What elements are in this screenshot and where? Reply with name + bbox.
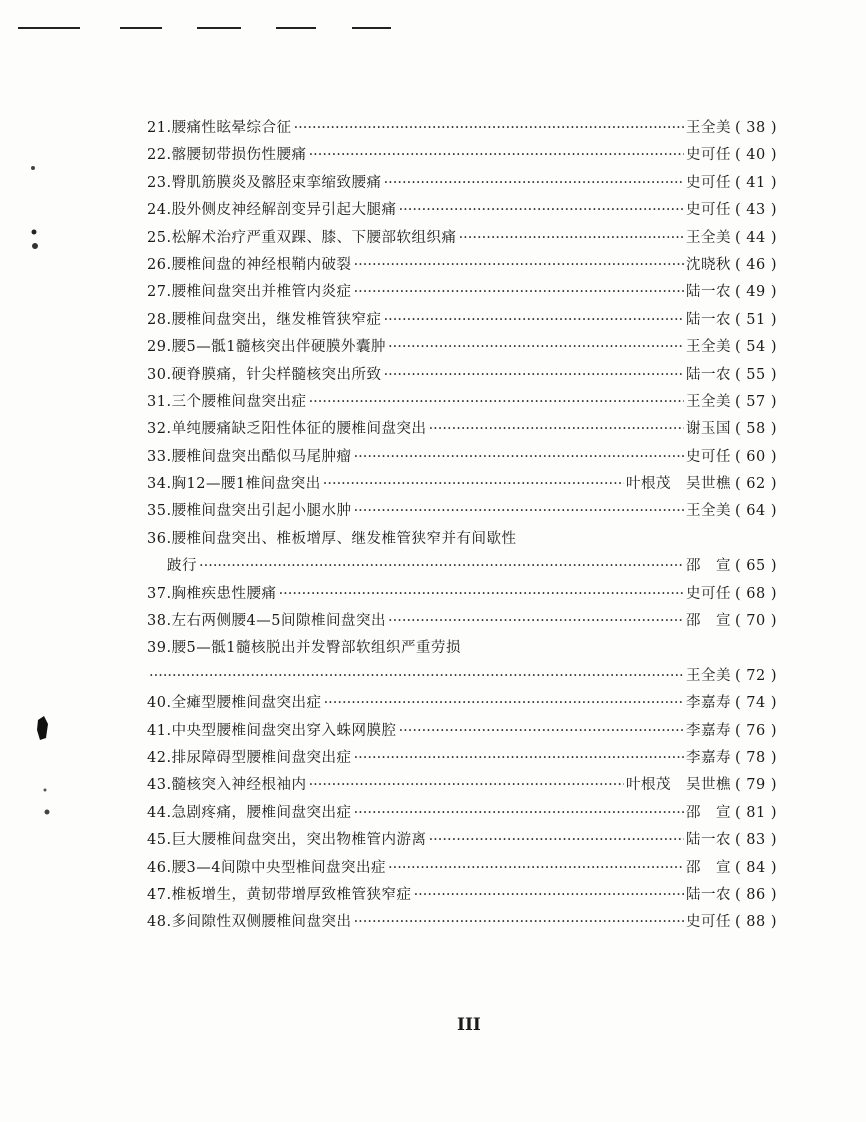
toc-entry[interactable]: [147, 171, 777, 198]
entry-number: 27.: [147, 284, 172, 301]
entry-title-line1: 腰椎间盘突出、椎板增厚、继发椎管狭窄并有间歇性: [171, 530, 517, 547]
header-rule-4: [276, 27, 316, 29]
entry-page: ( 83 ): [735, 832, 777, 849]
entry-title: 排尿障碍型腰椎间盘突出症: [171, 749, 352, 766]
toc-entry[interactable]: [147, 582, 777, 609]
table-of-contents: [147, 116, 777, 938]
entry-number: 48.: [147, 914, 172, 931]
entry-page: ( 51 ): [735, 311, 777, 328]
entry-title: 腰5—骶1髓核突出伴硬膜外囊肿: [171, 339, 387, 356]
entry-page: ( 55 ): [735, 366, 777, 383]
entry-page: ( 76 ): [735, 722, 777, 739]
entry-title: 腰椎间盘突出酷似马尾肿瘤: [171, 448, 352, 465]
entry-number: 22.: [147, 147, 172, 164]
entry-title: 胸12—腰1椎间盘突出: [171, 476, 321, 493]
dot-leader: [354, 284, 684, 300]
entry-number: 37.: [147, 585, 172, 602]
entry-number: 41.: [147, 722, 172, 739]
entry-number: 45.: [147, 832, 172, 849]
toc-entry-continuation[interactable]: [147, 664, 777, 691]
entry-title: 全瘫型腰椎间盘突出症: [171, 695, 322, 712]
toc-entry-continuation[interactable]: [147, 554, 777, 581]
toc-entry[interactable]: [147, 280, 777, 307]
dot-leader: [429, 832, 684, 848]
entry-author: 史可任: [686, 914, 732, 931]
entry-number: 30.: [147, 366, 172, 383]
entry-number: 21.: [147, 120, 172, 136]
toc-entry-multiline[interactable]: [147, 636, 777, 663]
entry-author: 陆一农: [686, 311, 732, 328]
toc-entry[interactable]: [147, 828, 777, 855]
entry-title: 股外侧皮神经解剖变异引起大腿痛: [171, 202, 397, 219]
entry-number: 32.: [147, 421, 172, 438]
entry-page: ( 78 ): [735, 749, 777, 766]
header-rule-1: [18, 27, 80, 29]
entry-page: ( 65 ): [735, 558, 777, 575]
entry-author: 邵 宣: [686, 859, 732, 876]
entry-title: 椎板增生，黄韧带增厚致椎管狭窄症: [171, 886, 412, 903]
entry-title: 腰3—4间隙中央型椎间盘突出症: [171, 859, 387, 876]
dot-leader: [384, 175, 684, 191]
entry-page: ( 40 ): [735, 147, 777, 164]
entry-author: 史可任: [686, 585, 732, 602]
dot-leader: [294, 120, 684, 136]
dot-leader: [199, 558, 684, 574]
entry-number: 25.: [147, 229, 172, 246]
entry-title: 中央型腰椎间盘突出穿入蛛网膜腔: [171, 722, 397, 739]
dot-leader: [309, 147, 684, 163]
dot-leader: [354, 914, 684, 930]
entry-page: ( 43 ): [735, 202, 777, 219]
toc-entry[interactable]: [147, 308, 777, 335]
entry-number: 23.: [147, 174, 172, 191]
entry-author: 陆一农: [686, 832, 732, 849]
entry-page: ( 81 ): [735, 804, 777, 821]
dot-leader: [354, 805, 684, 821]
dot-leader: [384, 312, 684, 328]
entry-number: 38.: [147, 613, 172, 630]
entry-number: 39.: [147, 640, 172, 657]
entry-author: 王全美: [686, 667, 732, 684]
entry-title: 多间隙性双侧腰椎间盘突出: [171, 914, 352, 931]
toc-entry[interactable]: [147, 910, 777, 937]
entry-page: ( 58 ): [735, 421, 777, 438]
entry-author: 史可任: [686, 202, 732, 219]
dot-leader: [399, 723, 684, 739]
toc-entry-multiline[interactable]: [147, 527, 777, 554]
dot-leader: [429, 421, 684, 437]
toc-entry[interactable]: [147, 856, 777, 883]
entry-author: 王全美: [686, 339, 732, 356]
entry-page: ( 84 ): [735, 859, 777, 876]
entry-author: 陆一农: [686, 284, 732, 301]
entry-number: 47.: [147, 886, 172, 903]
entry-author: 邵 宣: [686, 613, 732, 630]
toc-entry[interactable]: [147, 335, 777, 362]
entry-author: 陆一农: [686, 886, 732, 903]
entry-page: ( 49 ): [735, 284, 777, 301]
entry-page: ( 79 ): [735, 777, 777, 794]
entry-page: ( 57 ): [735, 393, 777, 410]
toc-entry[interactable]: [147, 198, 777, 225]
toc-entry[interactable]: [147, 801, 777, 828]
dot-leader: [388, 613, 684, 629]
header-rule-3: [197, 27, 241, 29]
entry-number: 43.: [147, 777, 172, 794]
entry-page: ( 70 ): [735, 613, 777, 630]
entry-title: 髂腰韧带损伤性腰痛: [171, 147, 307, 164]
entry-title: 急剧疼痛，腰椎间盘突出症: [171, 804, 352, 821]
toc-entry[interactable]: [147, 226, 777, 253]
entry-author: 王全美: [686, 393, 732, 410]
entry-author: 叶根茂 吴世樵: [626, 476, 732, 493]
toc-entry[interactable]: [147, 253, 777, 280]
entry-author: 沈晓秋: [686, 256, 732, 273]
toc-entry[interactable]: [147, 390, 777, 417]
entry-author: 李嘉寿: [686, 695, 732, 712]
header-rule-2: [120, 27, 162, 29]
entry-title: 巨大腰椎间盘突出，突出物椎管内游离: [171, 832, 427, 849]
toc-entry[interactable]: [147, 691, 777, 718]
toc-entry[interactable]: [147, 417, 777, 444]
toc-entry[interactable]: [147, 883, 777, 910]
entry-number: 35.: [147, 503, 172, 520]
entry-number: 33.: [147, 448, 172, 465]
entry-page: ( 60 ): [735, 448, 777, 465]
dot-leader: [279, 586, 684, 602]
entry-page: ( 44 ): [735, 229, 777, 246]
entry-number: 24.: [147, 202, 172, 219]
entry-author: 邵 宣: [686, 558, 732, 575]
dot-leader: [309, 394, 684, 410]
entry-number: 40.: [147, 695, 172, 712]
entry-title: 单纯腰痛缺乏阳性体征的腰椎间盘突出: [171, 421, 427, 438]
entry-page: ( 64 ): [735, 503, 777, 520]
entry-title: 臀肌筋膜炎及髂胫束挛缩致腰痛: [171, 174, 382, 191]
entry-page: ( 41 ): [735, 174, 777, 191]
toc-entry[interactable]: [147, 445, 777, 472]
entry-page: ( 54 ): [735, 339, 777, 356]
toc-entry[interactable]: [147, 363, 777, 390]
entry-number: 44.: [147, 804, 172, 821]
entry-title: 腰椎间盘的神经根鞘内破裂: [171, 256, 352, 273]
entry-number: 31.: [147, 393, 172, 410]
dot-leader: [354, 503, 684, 519]
entry-title: 腰椎间盘突出引起小腿水肿: [171, 503, 352, 520]
entry-page: ( 74 ): [735, 695, 777, 712]
entry-title: 腰椎间盘突出，继发椎管狭窄症: [171, 311, 382, 328]
dot-leader: [309, 777, 624, 793]
dot-leader: [354, 750, 684, 766]
entry-page: ( 86 ): [735, 886, 777, 903]
toc-entry[interactable]: [147, 719, 777, 746]
entry-number: 29.: [147, 339, 172, 356]
dot-leader: [149, 668, 684, 684]
entry-page: ( 46 ): [735, 256, 777, 273]
entry-author: 王全美: [686, 503, 732, 520]
entry-number: 28.: [147, 311, 172, 328]
entry-page: ( 38 ): [735, 120, 777, 136]
entry-author: 史可任: [686, 448, 732, 465]
page-number: III: [457, 1015, 481, 1035]
entry-number: 36.: [147, 530, 172, 547]
entry-title: 硬脊膜痛，针尖样髓核突出所致: [171, 366, 382, 383]
entry-author: 李嘉寿: [686, 749, 732, 766]
toc-entry[interactable]: [147, 116, 777, 143]
dot-leader: [414, 887, 684, 903]
dot-leader: [354, 449, 684, 465]
dot-leader: [354, 257, 684, 273]
entry-author: 王全美: [686, 120, 732, 136]
dot-leader: [384, 367, 684, 383]
toc-entry[interactable]: [147, 773, 777, 800]
dot-leader: [388, 339, 684, 355]
entry-title: 腰痛性眩晕综合征: [171, 120, 292, 136]
entry-author: 王全美: [686, 229, 732, 246]
dot-leader: [399, 202, 684, 218]
toc-entry[interactable]: [147, 499, 777, 526]
entry-page: ( 72 ): [735, 667, 777, 684]
toc-entry[interactable]: [147, 746, 777, 773]
entry-number: 26.: [147, 256, 172, 273]
entry-title: 腰椎间盘突出并椎管内炎症: [171, 284, 352, 301]
entry-author: 邵 宣: [686, 804, 732, 821]
entry-title-line1: 腰5—骶1髓核脱出并发臀部软组织严重劳损: [171, 640, 462, 657]
dot-leader: [324, 695, 684, 711]
entry-page: ( 68 ): [735, 585, 777, 602]
entry-author: 陆一农: [686, 366, 732, 383]
entry-title: 三个腰椎间盘突出症: [171, 393, 307, 410]
entry-author: 史可任: [686, 174, 732, 191]
entry-number: 42.: [147, 749, 172, 766]
toc-entry[interactable]: [147, 143, 777, 170]
entry-page: ( 62 ): [735, 476, 777, 493]
dot-leader: [459, 230, 684, 246]
entry-title-line2: 跛行: [167, 558, 197, 575]
entry-page: ( 88 ): [735, 914, 777, 931]
entry-number: 46.: [147, 859, 172, 876]
dot-leader: [388, 860, 684, 876]
entry-author: 谢玉国: [686, 421, 732, 438]
entry-title: 髓核突入神经根袖内: [171, 777, 307, 794]
entry-author: 史可任: [686, 147, 732, 164]
toc-entry[interactable]: [147, 609, 777, 636]
toc-entry[interactable]: [147, 472, 777, 499]
entry-title: 松解术治疗严重双踝、膝、下腰部软组织痛: [171, 229, 457, 246]
entry-author: 叶根茂 吴世樵: [626, 777, 732, 794]
entry-number: 34.: [147, 476, 172, 493]
dot-leader: [323, 476, 624, 492]
entry-title: 胸椎疾患性腰痛: [171, 585, 277, 602]
entry-title: 左右两侧腰4—5间隙椎间盘突出: [171, 613, 387, 630]
entry-author: 李嘉寿: [686, 722, 732, 739]
header-rule-5: [352, 27, 391, 29]
